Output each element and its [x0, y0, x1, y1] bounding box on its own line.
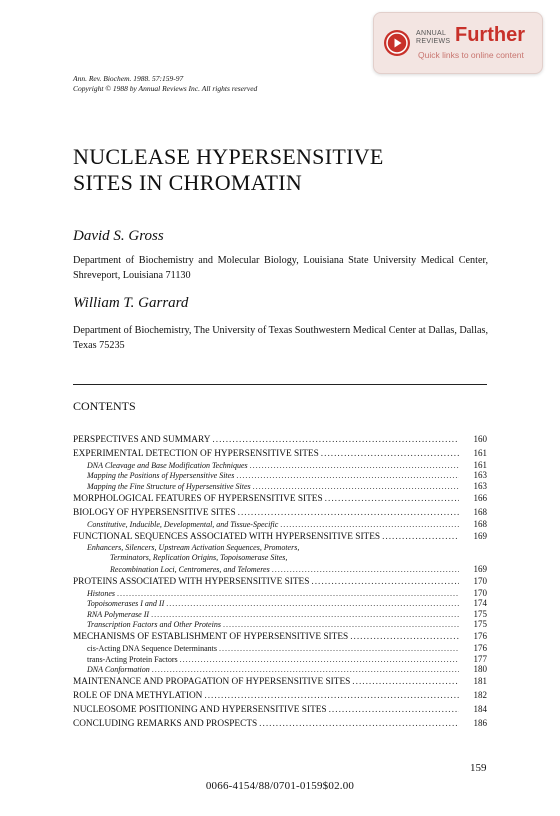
page-number: 159 — [470, 762, 487, 774]
leader-dots — [352, 675, 459, 688]
toc-entry-label: Enhancers, Silencers, Upstream Activation Sequences, Promoters, — [87, 543, 300, 553]
toc-subentry[interactable] — [73, 470, 487, 480]
toc-entry[interactable] — [73, 716, 487, 730]
toc-page-number: 169 — [473, 531, 487, 542]
leader-dots — [253, 482, 459, 491]
leader-dots — [325, 492, 459, 505]
copyright-line: Copyright © 1988 by Annual Reviews Inc. All rights reserved — [73, 84, 258, 93]
toc-subentry[interactable] — [73, 519, 487, 529]
toc-entry-label: trans-Acting Protein Factors — [87, 654, 178, 664]
toc-page-number: 184 — [473, 704, 487, 715]
leader-dots — [311, 575, 459, 588]
toc-page-number: 168 — [473, 518, 487, 529]
toc-page-number: 176 — [473, 631, 487, 642]
play-arrow-icon — [384, 30, 410, 56]
toc-subentry[interactable] — [73, 619, 487, 629]
leader-dots — [321, 447, 459, 460]
toc-entry-label: Mapping the Fine Structure of Hypersensitive Sites — [87, 481, 251, 491]
toc-page-number: 161 — [473, 460, 487, 470]
toc-entry-label: PERSPECTIVES AND SUMMARY — [73, 435, 211, 445]
toc-entry[interactable] — [73, 674, 487, 688]
toc-subentry-continuation — [73, 553, 487, 563]
annual-reviews-further-badge[interactable] — [373, 12, 543, 74]
leader-dots — [238, 506, 459, 519]
toc-page-number: 163 — [473, 470, 487, 481]
toc-entry-label: Constitutive, Inducible, Developmental, and Tissue-Specific — [87, 519, 279, 529]
leader-dots — [236, 471, 459, 480]
leader-dots — [166, 599, 459, 608]
toc-page-number: 186 — [473, 718, 487, 729]
leader-dots — [212, 433, 459, 446]
toc-entry[interactable] — [73, 702, 487, 716]
contents-heading: CONTENTS — [73, 399, 136, 413]
toc-entry[interactable] — [73, 688, 487, 702]
toc-entry[interactable] — [73, 432, 487, 446]
brand-line-reviews: REVIEWS — [416, 38, 451, 45]
toc-page-number: 168 — [473, 506, 487, 517]
leader-dots — [259, 717, 459, 730]
toc-subentry[interactable] — [73, 460, 487, 470]
toc-entry-label: CONCLUDING REMARKS AND PROSPECTS — [73, 719, 258, 730]
toc-entry-label: DNA Conformation — [87, 664, 150, 674]
leader-dots — [280, 520, 459, 529]
author-name: David S. Gross — [73, 228, 164, 244]
toc-entry-label: RNA Polymerase II — [87, 609, 150, 619]
citation-block — [73, 74, 257, 94]
toc-entry-label: MORPHOLOGICAL FEATURES OF HYPERSENSITIVE SITES — [73, 493, 323, 504]
leader-dots — [151, 610, 459, 619]
toc-page-number: 177 — [473, 653, 487, 664]
toc-page-number: 163 — [473, 480, 487, 491]
toc-page-number: 170 — [473, 588, 487, 599]
toc-page-number: 170 — [473, 576, 487, 587]
brand-line-annual: ANNUAL — [416, 30, 447, 37]
leader-dots — [180, 655, 459, 664]
leader-dots — [117, 589, 459, 598]
toc-page-number: 182 — [473, 690, 487, 701]
toc-page-number: 160 — [473, 434, 487, 444]
author-name: William T. Garrard — [73, 295, 189, 311]
further-link-label[interactable]: Further — [455, 24, 525, 46]
toc-entry[interactable] — [73, 446, 487, 460]
toc-entry-label: Topoisomerases I and II — [87, 599, 165, 609]
section-divider — [73, 384, 487, 385]
toc-page-number: 181 — [473, 676, 487, 687]
toc-entry-label: PROTEINS ASSOCIATED WITH HYPERSENSITIVE SITES — [73, 577, 310, 588]
toc-subentry[interactable] — [73, 598, 487, 608]
toc-subentry[interactable] — [73, 543, 487, 553]
leader-dots — [382, 530, 459, 543]
toc-entry[interactable] — [73, 529, 487, 543]
toc-entry[interactable] — [73, 505, 487, 519]
toc-entry-label: EXPERIMENTAL DETECTION OF HYPERSENSITIVE SITES — [73, 449, 319, 459]
toc-page-number: 166 — [473, 492, 487, 503]
toc-entry[interactable] — [73, 491, 487, 505]
toc-subentry[interactable] — [73, 481, 487, 491]
toc-page-number: 176 — [473, 643, 487, 654]
table-of-contents — [73, 432, 487, 730]
leader-dots — [152, 665, 459, 674]
toc-subentry-continuation — [73, 564, 487, 574]
leader-dots — [272, 565, 459, 574]
toc-entry-label: ROLE OF DNA METHYLATION — [73, 691, 203, 702]
toc-entry-label: NUCLEOSOME POSITIONING AND HYPERSENSITIVE SITES — [73, 705, 327, 716]
leader-dots — [350, 630, 459, 643]
author-affiliation: Department of Biochemistry, The University of Texas Southwestern Medical Center at Dallas, Dallas, Texas 75235 — [73, 325, 488, 351]
article-code-footer: 0066-4154/88/0701-0159$02.00 — [205, 780, 355, 792]
toc-entry[interactable] — [73, 574, 487, 588]
citation-line: Ann. Rev. Biochem. 1988. 57:159-97 — [73, 74, 184, 83]
toc-subentry[interactable] — [73, 664, 487, 674]
toc-entry-label: Histones — [87, 589, 115, 599]
author-affiliation: Department of Biochemistry and Molecular Biology, Louisiana State University Medical Center, Shreveport, Louisiana 71130 — [73, 255, 488, 281]
article-title — [73, 144, 384, 196]
toc-entry-label: MAINTENANCE AND PROPAGATION OF HYPERSENSITIVE SITES — [73, 677, 351, 688]
toc-page-number: 169 — [473, 563, 487, 574]
toc-page-number: 161 — [473, 448, 487, 458]
toc-page-number: 175 — [473, 618, 487, 629]
toc-entry-label: BIOLOGY OF HYPERSENSITIVE SITES — [73, 507, 236, 518]
toc-subentry[interactable] — [73, 643, 487, 653]
leader-dots — [219, 644, 459, 653]
title-line: NUCLEASE HYPERSENSITIVE — [73, 144, 384, 169]
toc-subentry[interactable] — [73, 588, 487, 598]
annual-reviews-logo-text — [416, 30, 450, 46]
leader-dots — [204, 689, 459, 702]
badge-tagline: Quick links to online content — [418, 50, 524, 60]
toc-entry-label: Transcription Factors and Other Proteins — [87, 619, 221, 629]
title-line: SITES IN CHROMATIN — [73, 170, 303, 195]
toc-entry-label: MECHANISMS OF ESTABLISHMENT OF HYPERSENSITIVE SITES — [73, 632, 349, 643]
toc-entry-label: cis-Acting DNA Sequence Determinants — [87, 644, 217, 654]
toc-entry-label: Recombination Loci, Centromeres, and Telomeres — [110, 564, 270, 574]
toc-entry-label: FUNCTIONAL SEQUENCES ASSOCIATED WITH HYPERSENSITIVE SITES — [73, 532, 381, 543]
leader-dots — [223, 620, 459, 629]
toc-entry[interactable] — [73, 629, 487, 643]
leader-dots — [250, 461, 459, 470]
toc-entry-label: DNA Cleavage and Base Modification Techniques — [87, 461, 248, 470]
toc-page-number: 174 — [473, 598, 487, 609]
toc-subentry[interactable] — [73, 609, 487, 619]
toc-entry-label: Terminators, Replication Origins, Topoisomerase Sites, — [110, 553, 288, 563]
toc-page-number: 180 — [473, 663, 487, 674]
toc-entry-label: Mapping the Positions of Hypersensitive Sites — [87, 471, 235, 481]
toc-subentry[interactable] — [73, 654, 487, 664]
leader-dots — [329, 703, 459, 716]
toc-page-number: 175 — [473, 608, 487, 619]
